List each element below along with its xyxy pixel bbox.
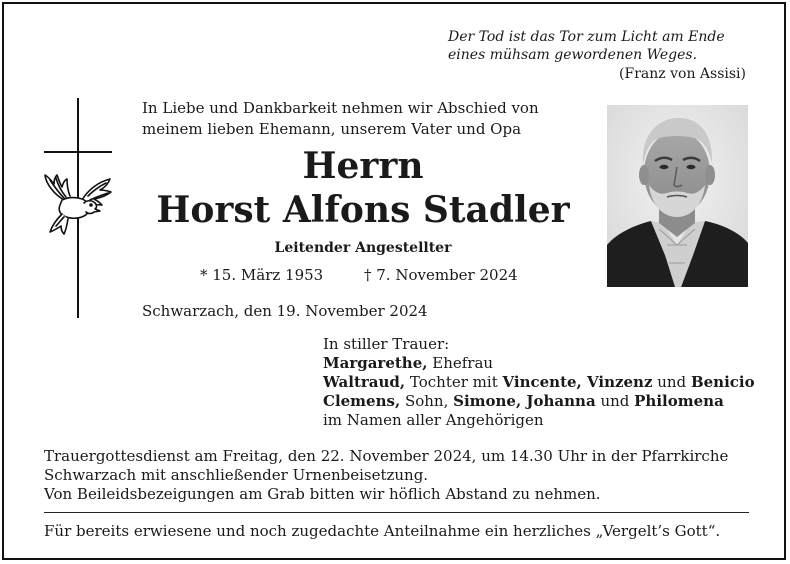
intro-line: meinem lieben Ehemann, unserem Vater und Opa	[142, 120, 522, 138]
mourners-block	[323, 335, 755, 430]
mourner-name: Waltraud,	[323, 373, 406, 391]
mourner-name: Margarethe,	[323, 354, 428, 372]
mourner-conjunction: und	[652, 373, 691, 391]
mourner-role: Ehefrau	[427, 354, 494, 372]
birth-date: * 15. März 1953	[200, 266, 324, 284]
service-line: Von Beileidsbezeigungen am Grab bitten wir höflich Abstand zu nehmen.	[44, 485, 601, 503]
quote-line: eines mühsam gewordenen Weges.	[448, 47, 698, 63]
mourner-conjunction: und	[595, 392, 635, 410]
mourner-name: Vinzenz	[581, 373, 653, 391]
service-line: Trauergottesdienst am Freitag, den 22. November 2024, um 14.30 Uhr in der Pfarrkirche	[44, 447, 729, 465]
intro-text	[142, 98, 539, 140]
quote-line: Der Tod ist das Tor zum Licht am Ende	[448, 29, 725, 45]
divider-line	[44, 512, 749, 513]
mourner-line	[323, 373, 755, 392]
quote-author: (Franz von Assisi)	[619, 66, 746, 82]
place-date: Schwarzach, den 19. November 2024	[142, 302, 428, 320]
cross-bar	[44, 151, 112, 153]
mourner-name: Philomena	[634, 392, 724, 410]
service-line: Schwarzach mit anschließender Urnenbeisetzung.	[44, 466, 429, 484]
mourner-line	[323, 392, 755, 411]
mourner-name: Benicio	[690, 373, 755, 391]
mourners-heading: In stiller Trauer:	[323, 335, 450, 353]
thanks-text: Für bereits erwiesene und noch zugedachte Anteilnahme ein herzliches „Vergelt’s Gott“.	[44, 522, 721, 540]
service-info	[44, 447, 728, 504]
quote	[448, 28, 725, 64]
death-date: † 7. November 2024	[364, 266, 518, 284]
occupation: Leitender Angestellter	[274, 240, 452, 256]
mourner-role: Sohn,	[400, 392, 454, 410]
mourners-closing: im Namen aller Angehörigen	[323, 411, 544, 429]
mourner-name: Simone,	[453, 392, 522, 410]
portrait-photo	[607, 105, 748, 287]
deceased-name: Horst Alfons Stadler	[156, 189, 570, 231]
dove-icon	[42, 170, 114, 236]
mourner-name: Johanna	[521, 392, 596, 410]
intro-line: In Liebe und Dankbarkeit nehmen wir Abschied von	[142, 99, 539, 117]
mourner-line	[323, 354, 755, 373]
mourner-role: Tochter mit	[405, 373, 503, 391]
mourner-name: Clemens,	[323, 392, 401, 410]
mourner-name: Vincente,	[502, 373, 582, 391]
honorific: Herrn	[302, 145, 424, 187]
